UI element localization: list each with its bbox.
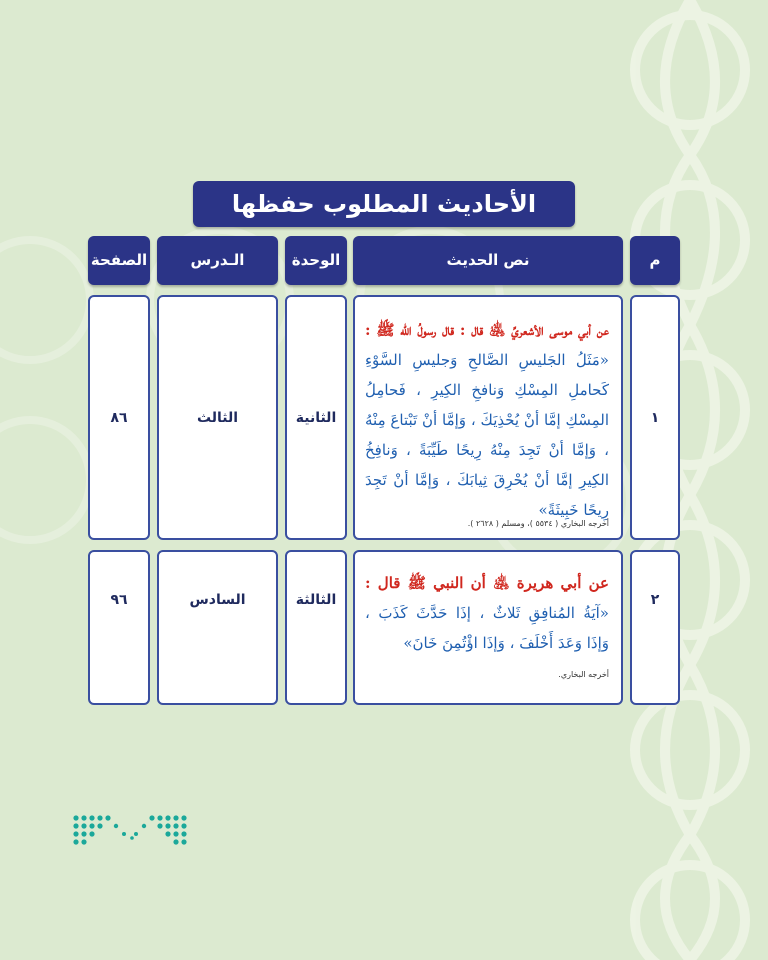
header-text: نص الحديث: [353, 236, 623, 285]
row-1-lesson-cell: [157, 295, 278, 540]
ministry-logo: [70, 812, 190, 848]
row-2-unit-cell: [285, 550, 347, 705]
row-2-hadith-text: «آيَةُ المُنافِقِ ثَلاثٌ ، إذَا حَدَّثَ كَذَبَ ، وَإذَا وَعَدَ أَخْلَفَ ، وَإذَا اؤْتُمِنَ خَانَ»: [365, 604, 609, 652]
row-1-num-cell: [630, 295, 680, 540]
row-2-lesson-cell: [157, 550, 278, 705]
header-lesson: الـدرس: [157, 236, 278, 285]
row-2-lesson: السادس: [189, 592, 246, 608]
row-1-num: ١: [650, 409, 660, 426]
row-2-page: ٩٦: [110, 592, 128, 608]
row-1-unit-cell: [285, 295, 347, 540]
page-title: الأحاديث المطلوب حفظها: [193, 181, 575, 227]
row-2-num: ٢: [650, 592, 660, 608]
row-2-hadith: [365, 568, 609, 658]
row-2-text-cell: [353, 550, 623, 705]
row-2-narrator: عن أبي هريرة ﵁ أن النبي ﷺ قال :: [365, 574, 609, 592]
header-unit: الوحدة: [285, 236, 347, 285]
row-1-page-cell: [88, 295, 150, 540]
row-2-num-cell: [630, 550, 680, 705]
row-2-unit: الثالثة: [295, 592, 337, 608]
row-1-page: ٨٦: [110, 409, 128, 426]
header-num: م: [630, 236, 680, 285]
row-1-text-cell: [353, 295, 623, 540]
row-2-page-cell: [88, 550, 150, 705]
row-2-source: أخرجه البخاري.: [558, 670, 609, 679]
row-1-source: أخرجه البخاري ( ٥٥٣٤ )، ومسلم ( ٢٦٢٨ ).: [467, 519, 609, 528]
header-page: الصفحة: [88, 236, 150, 285]
row-1-unit: الثانية: [295, 409, 337, 426]
row-1-lesson: الثالث: [196, 409, 239, 426]
row-1-hadith: [365, 315, 609, 525]
row-1-narrator: عن أبي موسى الأشعريِّ ﵁ قال : قال رسولُ الله ﷺ :: [365, 321, 609, 339]
row-1-hadith-text: «مَثَلُ الجَليسِ الصَّالحِ وَجليسِ السَّوْءِ كَحاملِ المِسْكِ وَنافخِ الكِيرِ ، فَحامِلُ المِسْكِ إمَّا أنْ يُحْذِيَكَ ، وَإمَّا أنْ تَبْتاعَ مِنْهُ ، وَإمَّا أنْ تَجِدَ مِنْهُ رِيحًا طَيِّبَةً ، وَنافِخُ الكِيرِ إمَّا أنْ يُحْرِقَ ثِيابَكَ ، وَإمَّا أنْ تَجِدَ رِيحًا خَبِيثَةً»: [365, 351, 609, 519]
